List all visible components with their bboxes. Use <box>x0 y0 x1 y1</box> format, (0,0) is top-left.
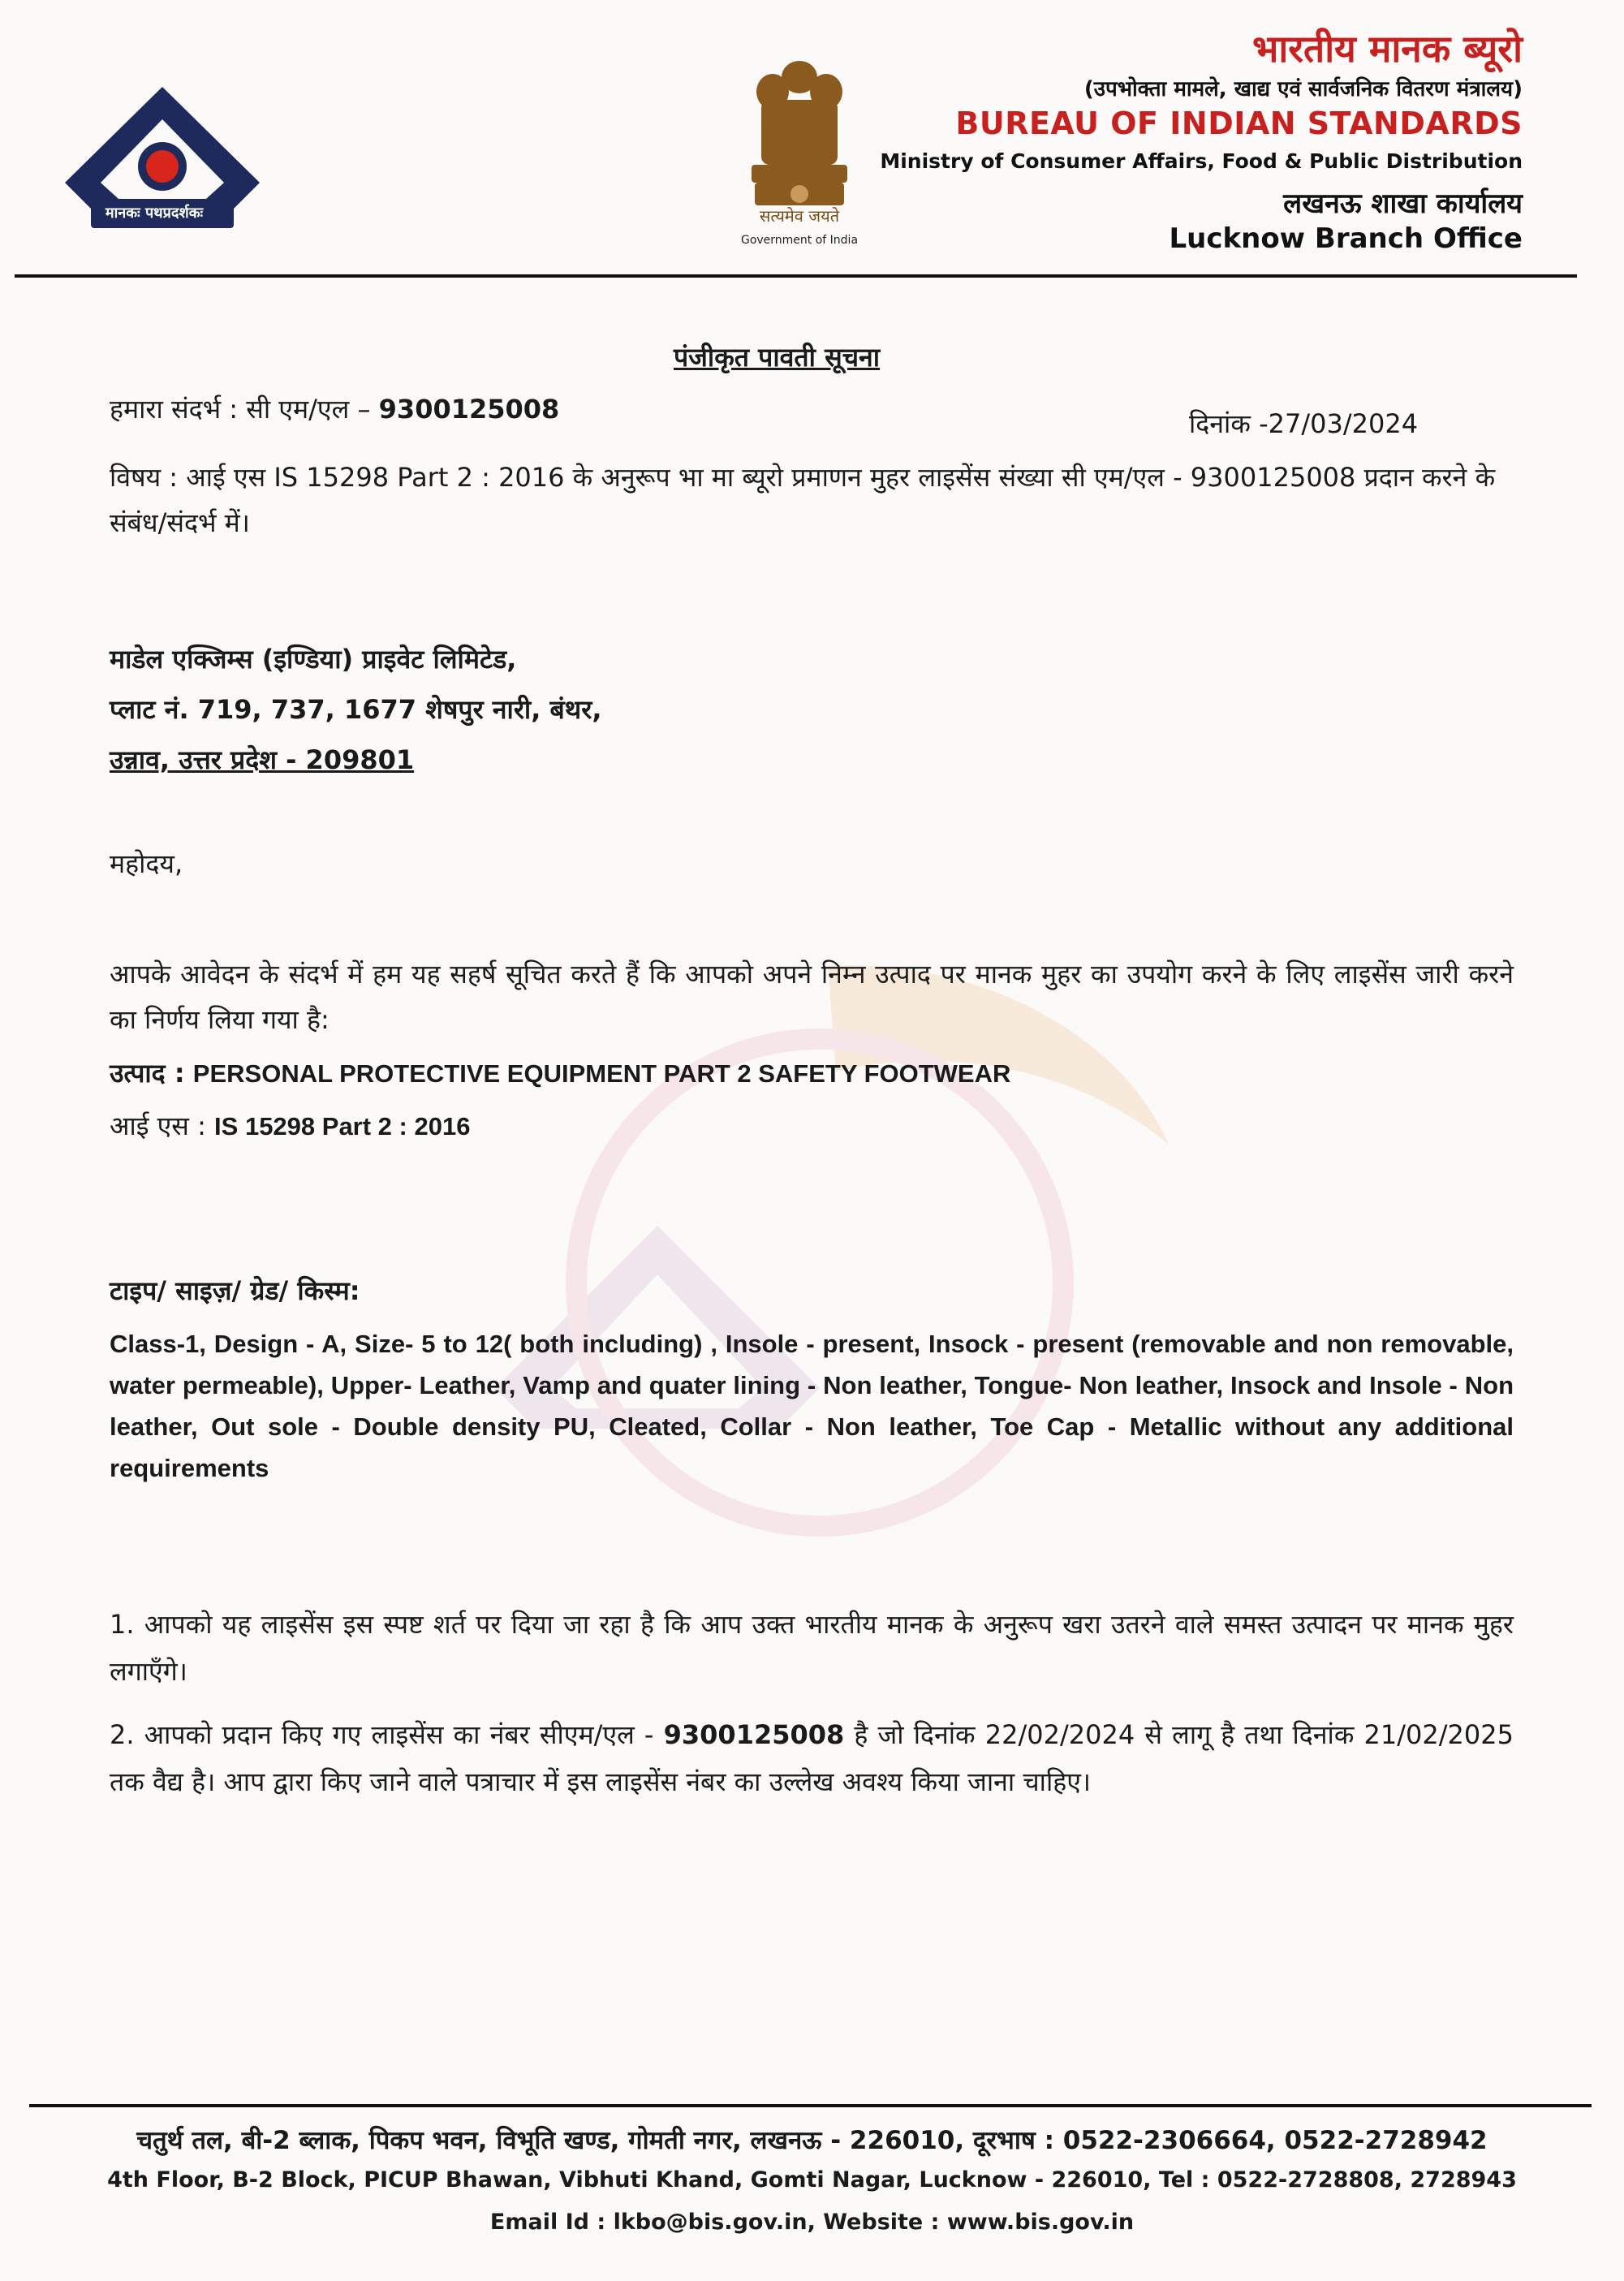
product-value: PERSONAL PROTECTIVE EQUIPMENT PART 2 SAFETY FOOTWEAR <box>192 1059 1011 1088</box>
address-line: माडेल एक्जिम्स (इण्डिया) प्राइवेट लिमिटेड, <box>110 644 517 675</box>
footer-divider <box>29 2104 1592 2107</box>
product-label: उत्पाद : <box>110 1058 185 1089</box>
date-label: दिनांक - <box>1189 408 1269 439</box>
address-line: उन्नाव, उत्तर प्रदेश - 209801 <box>110 744 415 775</box>
is-label: आई एस : <box>110 1110 206 1141</box>
type-description: Class-1, Design - A, Size- 5 to 12( both including) , Insole - present, Insock - present (removable and non removable, water permeable), Upper- Leather, Vamp and quater lining - Non leather, Tongue- Non leather, Insock and Insole - Non leather, Out sole - Double density PU, Cleated, Collar - Non leather, Toe Cap - Metallic without any additional requirements <box>110 1330 1514 1482</box>
org-name-hindi: भारतीय मानक ब्यूरो <box>1251 27 1523 71</box>
product-line <box>110 1055 1010 1092</box>
is-line <box>110 1108 470 1145</box>
reference-label: हमारा संदर्भ : सी एम/एल – <box>110 394 379 425</box>
footer-contact: Email Id : lkbo@bis.gov.in, Website : www.bis.gov.in <box>489 2210 1135 2235</box>
footer-address-english: 4th Floor, B-2 Block, PICUP Bhawan, Vibhuti Khand, Gomti Nagar, Lucknow - 226010, Tel : 0522-2728808, 2728943 <box>107 2167 1517 2193</box>
reference-number: 9300125008 <box>378 394 560 425</box>
reference-line <box>110 391 559 427</box>
date-value: 27/03/2024 <box>1268 408 1419 439</box>
condition-2-prefix: 2. आपको प्रदान किए गए लाइसेंस का नंबर सीएम/एल - <box>110 1719 664 1750</box>
subject: विषय : आई एस IS 15298 Part 2 : 2016 के अनुरूप भा मा ब्यूरो प्रमाणन मुहर लाइसेंस संख्या सी एम/एल - 9300125008 प्रदान करने के संबंध/संदर्भ में। <box>110 462 1496 538</box>
org-name-english: BUREAU OF INDIAN STANDARDS <box>955 106 1523 141</box>
intro-paragraph: आपके आवेदन के संदर्भ में हम यह सहर्ष सूचित करते हैं कि आपको अपने निम्न उत्पाद पर मानक मुहर का उपयोग करने के लिए लाइसेंस जारी करने का निर्णय लिया गया है: <box>110 959 1514 1035</box>
header-divider <box>15 274 1577 278</box>
logo-caption: मानकः पथप्रदर्शकः <box>105 205 204 222</box>
condition-2-suffix: है जो दिनांक 22/02/2024 से लागू है तथा दिनांक 21/02/2025 तक वैद्य है। आप द्वारा किए जाने वाले पत्राचार में इस लाइसेंस नंबर का उल्लेख अवश्य किया जाना चाहिए। <box>110 1719 1514 1797</box>
condition-1: 1. आपको यह लाइसेंस इस स्पष्ट शर्त पर दिया जा रहा है कि आप उक्त भारतीय मानक के अनुरूप खरा उतरने वाले समस्त उत्पादन पर मानक मुहर लगाएँगे। <box>110 1609 1514 1687</box>
footer-address-hindi: चतुर्थ तल, बी-2 ब्लाक, पिकप भवन, विभूति खण्ड, गोमती नगर, लखनऊ - 226010, दूरभाष : 0522-2306664, 0522-2728942 <box>136 2126 1488 2155</box>
salutation: महोदय, <box>110 848 183 879</box>
condition-2 <box>110 1711 1514 1805</box>
ministry-hindi: (उपभोक्ता मामले, खाद्य एवं सार्वजनिक वितरण मंत्रालय) <box>1083 77 1523 101</box>
emblem-caption: Government of India <box>740 234 859 247</box>
type-heading: टाइप/ साइज़/ ग्रेड/ किस्म: <box>110 1275 360 1306</box>
address-line: प्लाट नं. 719, 737, 1677 शेषपुर नारी, बंथर, <box>110 694 602 725</box>
emblem-motto: सत्यमेव जयते <box>759 206 840 226</box>
date-line <box>1189 406 1418 442</box>
document-title: पंजीकृत पावती सूचना <box>674 342 881 373</box>
license-number: 9300125008 <box>663 1719 845 1750</box>
ministry-english: Ministry of Consumer Affairs, Food & Public Distribution <box>880 149 1523 173</box>
branch-name-english: Lucknow Branch Office <box>1169 222 1523 255</box>
is-value: IS 15298 Part 2 : 2016 <box>214 1112 471 1140</box>
branch-name-hindi: लखनऊ शाखा कार्यालय <box>1283 188 1523 220</box>
